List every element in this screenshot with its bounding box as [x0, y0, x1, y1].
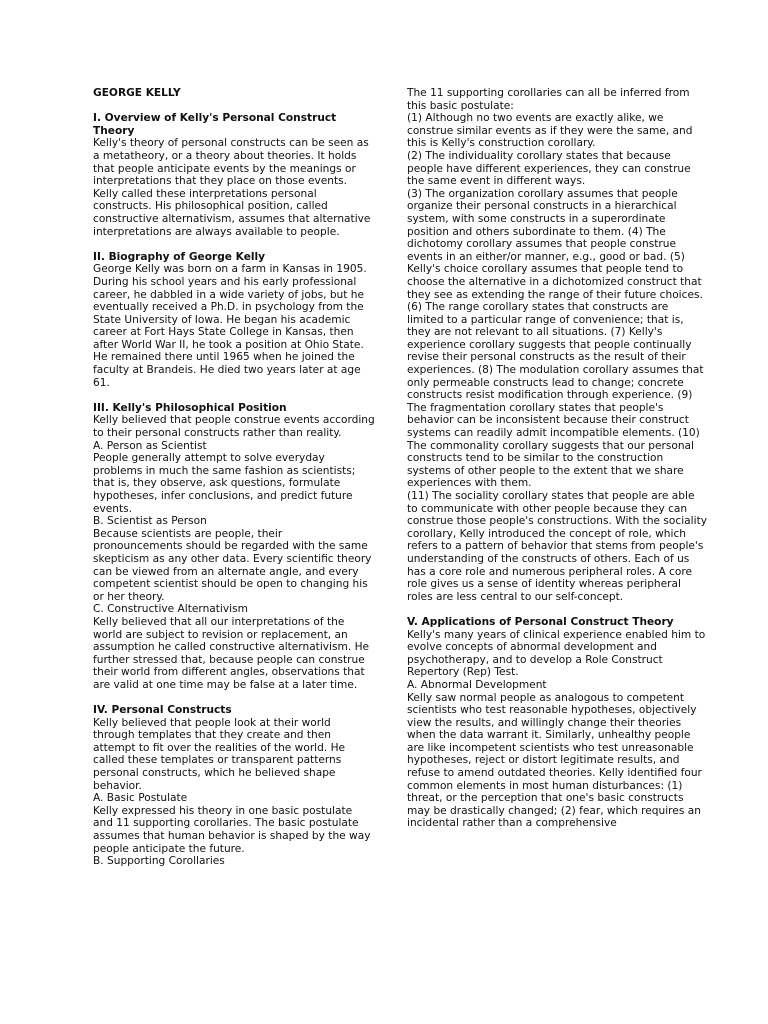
paragraph: A. Abnormal Development [407, 678, 547, 691]
paragraph: Kelly saw normal people as analogous to competent scientists who test reasonable hypotheses, objectively view the results, and willingly change their theories when the data warrant it. Similarly, unhealthy people are like incompetent scientists who test unreasonable hypotheses, reject or distort legitimate results, and refuse to amend outdated theories. Kelly identified four common elements in most human disturbances: (1) threat, or the perception that one's basic constructs may be drastically changed; (2) fear, which requires an incidental rather than a comprehensive [407, 691, 702, 830]
section-heading: III. Kelly's Philosophical Position [93, 401, 287, 414]
section [93, 112, 375, 238]
document-title: GEORGE KELLY [93, 87, 181, 99]
paragraph: (2) The individuality corollary states that because people have different experiences, they can construe the same event in different ways. [407, 149, 691, 188]
section [407, 87, 707, 603]
paragraph: Kelly's theory of personal constructs can be seen as a metatheory, or a theory about theories. It holds that people anticipate events by the meanings or interpretations that they place on those events. Kelly called these interpretations personal constructs. His philosophical position, called constructive alternativism, assumes that alternative interpretations are always available to people. [93, 137, 371, 238]
paragraph: Kelly believed that people look at their world through templates that they create and then attempt to fit over the realities of the world. He called these templates or transparent patterns personal constructs, which he believed shape behavior. [93, 716, 346, 792]
paragraph: B. Scientist as Person [93, 515, 207, 528]
section-heading: II. Biography of George Kelly [93, 250, 266, 263]
section-heading: V. Applications of Personal Construct Theory [407, 615, 674, 628]
section [93, 402, 375, 692]
paragraph: A. Person as Scientist [93, 439, 207, 452]
section [93, 251, 375, 390]
section-heading: I. Overview of Kelly's Personal Construct Theory [93, 112, 337, 137]
right-column [407, 87, 707, 843]
paragraph: Kelly believed that all our interpretations of the world are subject to revision or replacement, an assumption he called constructive alternativism. He further stressed that, because people can construe their world from different angles, observations that are valid at one time may be false at a later time. [93, 615, 370, 691]
paragraph: (3) The organization corollary assumes that people organize their personal constructs in a hierarchical system, with some constructs in a superordinate position and others subordinate to them. (4) The dichotomy corollary assumes that people construe events in an either/or manner, e.g., good or bad. (5) Kelly's choice corollary assumes that people tend to choose the alternative in a dichotomized construct that they see as extending the range of their future choices. (6) The range corollary states that constructs are limited to a particular range of convenience; that is, they are not relevant to all situations. (7) Kelly's experience corollary suggests that people continually revise their personal constructs as the result of their experiences. (8) The modulation corollary assumes that only permeable constructs lead to change; concrete constructs resist modification through experience. (9) The fragmentation corollary states that people's behavior can be inconsistent because their construct systems can readily admit incompatible elements. (10) The commonality corollary suggests that our personal constructs tend to be similar to the construction systems of other people to the extent that we share experiences with them. [407, 187, 704, 490]
paragraph: Kelly expressed his theory in one basic postulate and 11 supporting corollaries. The basic postulate assumes that human behavior is shaped by the way people anticipate the future. [93, 804, 371, 855]
paragraph: (1) Although no two events are exactly alike, we construe similar events as if they were the same, and this is Kelly's construction corollary. [407, 112, 693, 150]
paragraph: Kelly believed that people construe events according to their personal constructs rather than reality. [93, 414, 375, 440]
paragraph: The 11 supporting corollaries can all be inferred from this basic postulate: [407, 87, 690, 112]
section [93, 704, 375, 868]
paragraph: Because scientists are people, their pronouncements should be regarded with the same skepticism as any other data. Every scientific theory can be viewed from an alternate angle, and every competent scientist should be open to changing his or her theory. [93, 527, 372, 603]
paragraph: Kelly's many years of clinical experience enabled him to evolve concepts of abnormal development and psychotherapy, and to develop a Role Construct Repertory (Rep) Test. [407, 628, 706, 679]
paragraph: C. Constructive Alternativism [93, 603, 248, 616]
section-heading: IV. Personal Constructs [93, 704, 232, 717]
paragraph: A. Basic Postulate [93, 792, 188, 805]
section [407, 616, 707, 830]
paragraph: People generally attempt to solve everyday problems in much the same fashion as scientists; that is, they observe, ask questions, formulate hypotheses, infer conclusions, and predict future events. [93, 452, 356, 515]
paragraph: (11) The sociality corollary states that people are able to communicate with other people because they can construe those people's constructions. With the sociality corollary, Kelly introduced the concept of role, which refers to a pattern of behavior that stems from people's understanding of the constructs of others. Each of us has a core role and numerous peripheral roles. A core role gives us a sense of identity whereas peripheral roles are less central to our self-concept. [407, 490, 707, 603]
paragraph: George Kelly was born on a farm in Kansas in 1905. During his school years and his early professional career, he dabbled in a wide variety of jobs, but he eventually received a Ph.D. in psychology from the State University of Iowa. He began his academic career at Fort Hays State College in Kansas, then after World War II, he took a position at Ohio State. He remained there until 1965 when he joined the faculty at Brandeis. He died two years later at age 61. [93, 263, 367, 389]
left-column [93, 87, 375, 880]
paragraph: B. Supporting Corollaries [93, 855, 225, 868]
